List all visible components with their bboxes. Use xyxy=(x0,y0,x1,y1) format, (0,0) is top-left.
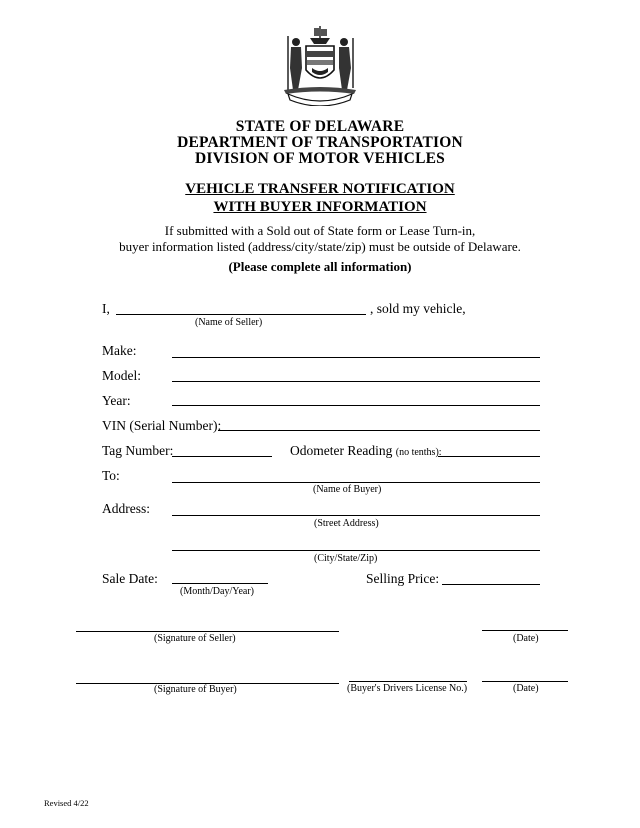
buyer-date-caption: (Date) xyxy=(513,683,539,694)
intro-note: (Please complete all information) xyxy=(228,259,412,274)
make-field[interactable] xyxy=(172,357,540,358)
form-title-line2: WITH BUYER INFORMATION xyxy=(213,199,427,215)
sale-date-caption: (Month/Day/Year) xyxy=(180,586,254,597)
buyer-license-caption: (Buyer's Drivers License No.) xyxy=(347,683,468,694)
price-label: Selling Price: xyxy=(366,571,440,586)
header-state: STATE OF DELAWARE xyxy=(235,118,405,135)
form-title-line1: VEHICLE TRANSFER NOTIFICATION xyxy=(185,181,455,197)
year-label: Year: xyxy=(102,393,131,408)
intro-line1: If submitted with a Sold out of State form or Lease Turn-in, xyxy=(164,223,476,238)
buyer-name-field[interactable] xyxy=(172,482,540,483)
form-title xyxy=(0,180,640,216)
odometer-note: (no tenths): xyxy=(395,447,442,458)
seller-caption: (Name of Seller) xyxy=(195,317,263,328)
street-caption: (Street Address) xyxy=(314,518,379,529)
buyer-signature-caption: (Signature of Buyer) xyxy=(154,684,237,695)
city-caption: (City/State/Zip) xyxy=(314,553,378,564)
address-label: Address: xyxy=(102,501,150,516)
tag-field[interactable] xyxy=(172,456,272,457)
make-label: Make: xyxy=(102,343,137,358)
delaware-state-seal-icon xyxy=(274,24,366,106)
city-state-zip-field[interactable] xyxy=(172,550,540,551)
revision-note: Revised 4/22 xyxy=(44,798,89,808)
vin-field[interactable] xyxy=(218,430,540,431)
year-field[interactable] xyxy=(172,405,540,406)
sale-date-field[interactable] xyxy=(172,583,268,584)
model-field[interactable] xyxy=(172,381,540,382)
to-label: To: xyxy=(102,468,120,483)
header-department: DEPARTMENT OF TRANSPORTATION xyxy=(177,134,463,151)
buyer-date-field[interactable] xyxy=(482,681,568,682)
seller-prefix: I, xyxy=(102,301,110,316)
odometer-label xyxy=(290,443,442,459)
selling-price-field[interactable] xyxy=(442,584,540,585)
tag-label: Tag Number: xyxy=(102,443,174,458)
intro-line2: buyer information listed (address/city/state/zip) must be outside of Delaware. xyxy=(119,239,521,254)
model-label: Model: xyxy=(102,368,141,383)
seller-signature-field[interactable] xyxy=(76,631,339,632)
odometer-label-text: Odometer Reading xyxy=(290,443,393,458)
state-seal xyxy=(274,24,366,106)
seller-date-caption: (Date) xyxy=(513,633,539,644)
sale-date-label: Sale Date: xyxy=(102,571,158,586)
seller-suffix: , sold my vehicle, xyxy=(370,301,466,316)
buyer-caption: (Name of Buyer) xyxy=(313,484,382,495)
odometer-field[interactable] xyxy=(438,456,540,457)
vin-label: VIN (Serial Number): xyxy=(102,418,222,433)
seller-signature-caption: (Signature of Seller) xyxy=(154,633,236,644)
buyer-license-field[interactable] xyxy=(349,681,467,682)
street-address-field[interactable] xyxy=(172,515,540,516)
header-division: DIVISION OF MOTOR VEHICLES xyxy=(195,150,445,167)
seller-date-field[interactable] xyxy=(482,630,568,631)
seller-name-field[interactable] xyxy=(116,314,366,315)
